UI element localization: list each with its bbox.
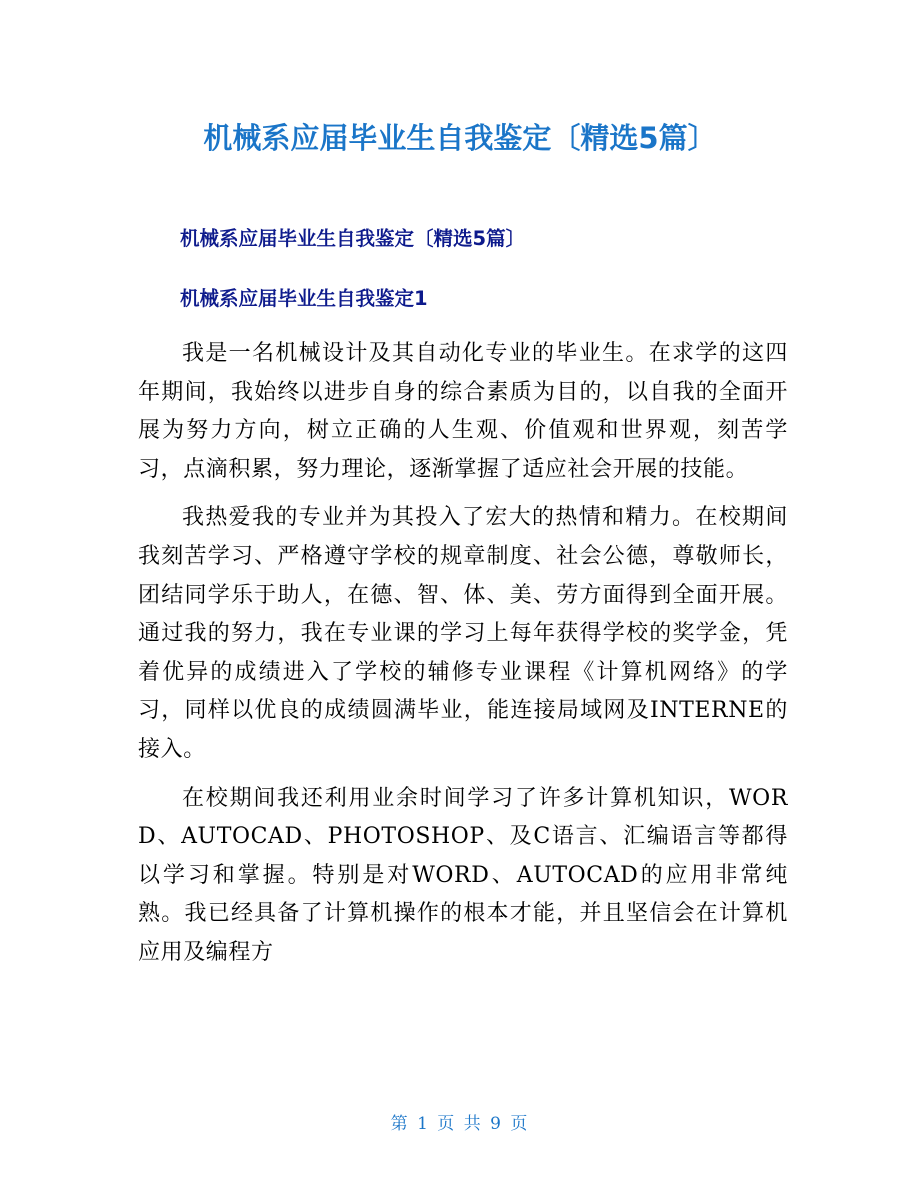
document-subtitle: 机械系应届毕业生自我鉴定〔精选5篇〕 — [180, 227, 526, 250]
document-title: 机械系应届毕业生自我鉴定〔精选5篇〕 — [203, 121, 717, 155]
paragraph: 我是一名机械设计及其自动化专业的毕业生。在求学的这四年期间，我始终以进步自身的综合素质为目的，以自我的全面开展为努力方向，树立正确的人生观、价值观和世界观，刻苦学习，点滴积累，努力理论，逐渐掌握了适应社会开展的技能。 — [138, 341, 788, 482]
page-number-footer: 第 1 页 共 9 页 — [390, 1114, 530, 1134]
paragraph: 在校期间我还利用业余时间学习了许多计算机知识，WORD、AUTOCAD、PHOTOSHOP、及C语言、汇编语言等都得以学习和掌握。特别是对WORD、AUTOCAD的应用非常纯熟。我已经具备了计算机操作的根本才能，并且坚信会在计算机应用及编程方 — [138, 785, 788, 965]
paragraph: 我热爱我的专业并为其投入了宏大的热情和精力。在校期间我刻苦学习、严格遵守学校的规章制度、社会公德，尊敬师长，团结同学乐于助人，在德、智、体、美、劳方面得到全面开展。通过我的努力，我在专业课的学习上每年获得学校的奖学金，凭着优异的成绩进入了学校的辅修专业课程《计算机网络》的学习，同样以优良的成绩圆满毕业，能连接局域网及INTERNE的接入。 — [138, 505, 788, 762]
section-heading: 机械系应届毕业生自我鉴定1 — [180, 287, 428, 310]
body-text — [138, 335, 788, 983]
